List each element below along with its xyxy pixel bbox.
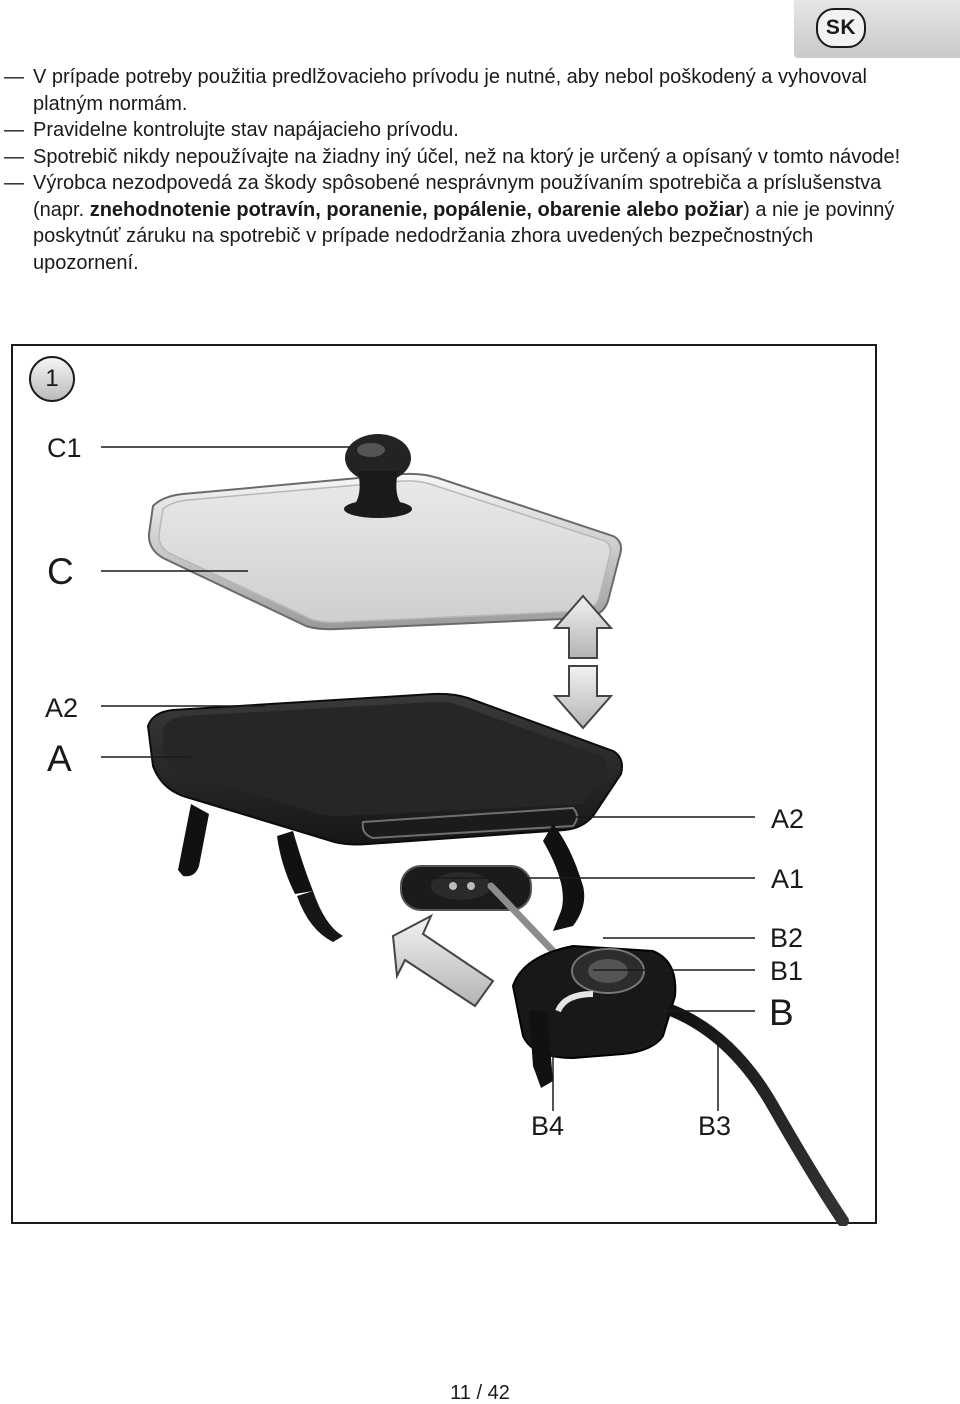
label-b1: B1	[770, 956, 804, 986]
bullet-dash: —	[4, 172, 24, 194]
bullet-dash: —	[4, 119, 24, 141]
label-c: C	[47, 551, 74, 592]
warning-item	[4, 117, 904, 144]
figure-1-product-diagram	[11, 344, 877, 1224]
label-b4: B4	[531, 1111, 565, 1141]
language-badge: SK	[816, 8, 866, 48]
label-a: A	[47, 738, 72, 779]
warning-text: V prípade potreby použitia predlžovacieho prívodu je nutné, aby nebol poškodený a vyhovoval platným normám.	[33, 66, 867, 115]
figure-number-badge: 1	[29, 356, 75, 402]
warning-text: Spotrebič nikdy nepoužívajte na žiadny iný účel, než na ktorý je určený a opísaný v tomto návode!	[33, 145, 901, 168]
language-tab	[794, 0, 960, 58]
glass-lid	[149, 434, 621, 629]
safety-warnings-list	[4, 64, 904, 276]
warning-text-bold: znehodnotenie potravín, poranenie, popálenie, obarenie alebo požiar	[89, 198, 744, 221]
page-number: 11 / 42	[450, 1382, 510, 1404]
label-a1: A1	[771, 864, 805, 894]
label-b2: B2	[770, 923, 804, 953]
label-b3: B3	[698, 1111, 732, 1141]
label-c1: C1	[47, 433, 82, 463]
insert-controller-arrow	[393, 916, 493, 1006]
frying-pan	[148, 694, 622, 942]
warning-text: Výrobca nezodpovedá za škody spôsobené nesprávnym používaním spotrebiča a príslušenstva (napr.	[33, 172, 882, 221]
label-b: B	[769, 992, 794, 1033]
product-illustration	[13, 346, 879, 1226]
bullet-dash: —	[4, 66, 24, 88]
warning-item	[4, 144, 904, 171]
label-a2-right: A2	[771, 804, 805, 834]
warning-text: ) a nie je povinný poskytnúť záruku na spotrebič v prípade nedodržania zhora uvedených bezpečnostných upozornení.	[33, 198, 895, 274]
warning-item	[4, 170, 904, 276]
warning-item	[4, 64, 904, 117]
label-a2-left: A2	[45, 693, 79, 723]
warning-text: Pravidelne kontrolujte stav napájacieho prívodu.	[33, 119, 459, 141]
bullet-dash: —	[4, 145, 24, 168]
